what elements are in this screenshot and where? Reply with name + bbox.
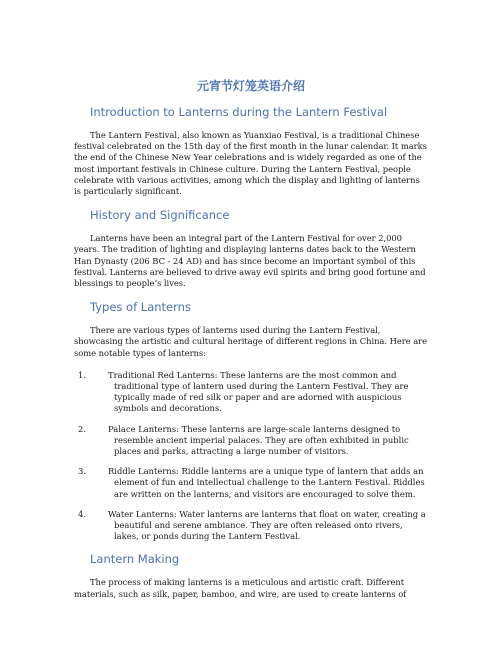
document-title: 元宵节灯笼英语介绍 — [196, 79, 305, 93]
list-item-number: 3. — [78, 466, 86, 477]
list-item-text: Water Lanterns: Water lanterns are lanterns that float on water, creating a beautiful and serene ambiance. They are often released onto rivers, lakes, or ponds during the Lantern Festival. — [108, 508, 426, 542]
section-heading-types: Types of Lanterns — [90, 300, 191, 315]
list-item-text: Riddle Lanterns: Riddle lanterns are a unique type of lantern that adds an element of fun and intellectual challenge to the Lantern Festival. Riddles are written on the lanterns, and visitors are encouraged to solve them. — [108, 466, 425, 499]
section-paragraph: There are various types of lanterns used during the Lantern Festival, showcasing the artistic and cultural heritage of different regions in China. Here are some notable types of lanterns: — [74, 325, 428, 358]
list-item-number: 4. — [78, 508, 86, 519]
list-item-number: 1. — [78, 369, 86, 380]
list-item-text: Traditional Red Lanterns: These lanterns are the most common and traditional type of lantern used during the Lantern Festival. They are typically made of red silk or paper and are adorned with auspicious symbols and decorations. — [108, 369, 409, 414]
list-item-number: 2. — [78, 423, 86, 434]
section-heading-introduction: Introduction to Lanterns during the Lantern Festival — [90, 105, 388, 119]
section-heading-lantern-making: Lantern Making — [90, 552, 180, 567]
list-item — [78, 508, 428, 543]
list-item — [78, 423, 428, 458]
section-heading-history: History and Significance — [90, 208, 230, 223]
list-item-text: Palace Lanterns: These lanterns are large-scale lanterns designed to resemble ancient imperial palaces. They are often exhibited in public places and parks, attracting a large number of visitors. — [108, 423, 409, 457]
list-item — [78, 466, 428, 500]
lantern-types-list — [74, 370, 428, 543]
section-paragraph: The Lantern Festival, also known as Yuanxiao Festival, is a traditional Chinese festival celebrated on the 15th day of the first month in the lunar calendar. It marks the end of the Chinese New Year celebrations and is widely regarded as one of the most important festivals in Chinese culture. During the Lantern Festival, people celebrate with various activities, among which the display and lighting of lanterns is particularly significant. — [74, 130, 427, 197]
section-paragraph: Lanterns have been an integral part of the Lantern Festival for over 2,000 years. The tradition of lighting and displaying lanterns dates back to the Western Han Dynasty (206 BC - 24 AD) and has since become an important symbol of this festival. Lanterns are believed to drive away evil spirits and bring good fortune and blessings to people’s lives. — [74, 233, 426, 289]
list-item — [78, 369, 428, 415]
section-paragraph: The process of making lanterns is a meticulous and artistic craft. Different materials, such as silk, paper, bamboo, and wire, are used to create lanterns of — [74, 577, 407, 599]
